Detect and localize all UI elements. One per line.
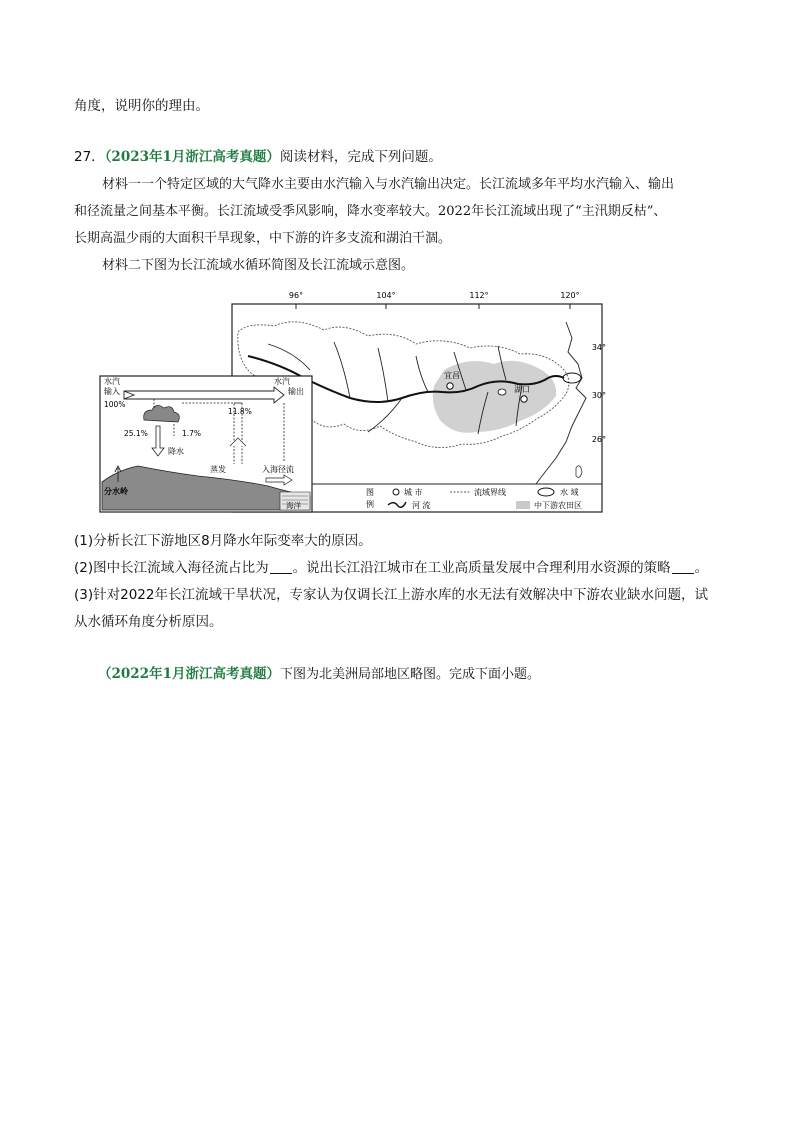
lon-label: 104° bbox=[376, 291, 396, 300]
next-question-prompt: 下图为北美洲局部地区略图。完成下面小题。 bbox=[279, 667, 540, 682]
answer-blank[interactable] bbox=[270, 561, 292, 574]
output-label: 水汽 bbox=[274, 377, 290, 386]
pct-1-7: 1.7% bbox=[182, 429, 202, 438]
continuation-text: 角度，说明你的理由。 bbox=[74, 98, 209, 114]
question-prompt: 阅读材料，完成下列问题。 bbox=[279, 149, 442, 165]
sub-question-2-text: 。说出长江沿江城市在工业高质量发展中合理利用水资源的策略 bbox=[292, 560, 671, 576]
sub-question-1: (1)分析长江下游地区8月降水年际变率大的原因。 bbox=[74, 533, 372, 549]
lon-label: 120° bbox=[560, 291, 580, 300]
next-question-source: （2022年1月浙江高考真题） bbox=[98, 666, 280, 682]
input-pct: 100% bbox=[104, 400, 126, 409]
question-27-header bbox=[74, 148, 442, 166]
material-2: 材料二下图为长江流域水循环简图及长江流域示意图。 bbox=[102, 258, 415, 273]
material-1-line-3: 长期高温少雨的大面积干旱现象，中下游的许多支流和湖泊干涸。 bbox=[74, 231, 452, 246]
lat-label: 26° bbox=[591, 435, 606, 444]
lat-label: 30° bbox=[591, 391, 606, 400]
sub-question-2-text: (2)图中长江流域入海径流占比为 bbox=[74, 560, 269, 576]
lon-label: 112° bbox=[469, 291, 489, 300]
legend-city-icon bbox=[393, 489, 399, 495]
legend-city: 城 市 bbox=[404, 488, 423, 497]
pct-11-8: 11.8% bbox=[228, 407, 252, 416]
ocean-label: 海洋 bbox=[286, 501, 301, 510]
runoff-label: 入海径流 bbox=[262, 465, 294, 474]
city-label: 宜昌 bbox=[444, 371, 460, 380]
precip-label: 降水 bbox=[168, 447, 184, 456]
material-1-line-2: 和径流量之间基本平衡。长江流域受季风影响，降水变率较大。2022年长江流域出现了“主汛期反枯”、 bbox=[74, 204, 667, 219]
city-marker bbox=[447, 383, 453, 389]
question-source: （2023年1月浙江高考真题） bbox=[104, 149, 280, 165]
pct-25-1: 25.1% bbox=[124, 429, 148, 438]
legend-title: 图 bbox=[366, 488, 374, 497]
sub-question-3-line-2: 从水循环角度分析原因。 bbox=[74, 614, 223, 630]
material-1-line-1: 材料一一个特定区域的大气降水主要由水汽输入与水汽输出决定。长江流域多年平均水汽输入、输出 bbox=[102, 177, 675, 192]
lat-label: 34° bbox=[591, 343, 606, 352]
legend-title: 例 bbox=[366, 500, 374, 509]
city-marker bbox=[521, 396, 527, 402]
divide-label: 分水岭 bbox=[104, 487, 128, 496]
input-label: 输入 bbox=[104, 387, 120, 396]
sub-question-3-line-1: (3)针对2022年长江流域干旱状况，专家认为仅调长江上游水库的水无法有效解决中下游农业缺水问题，试 bbox=[74, 587, 708, 603]
next-question-header bbox=[98, 665, 540, 684]
lon-label: 96° bbox=[288, 291, 304, 300]
city-label: 湖口 bbox=[514, 385, 530, 394]
lake bbox=[498, 389, 506, 395]
legend-farmland: 中下游农田区 bbox=[534, 501, 582, 510]
output-label: 输出 bbox=[288, 387, 304, 396]
sub-question-2 bbox=[74, 559, 708, 577]
legend-boundary: 流域界线 bbox=[474, 488, 506, 497]
legend-river: 河 流 bbox=[412, 501, 431, 510]
question-number: 27． bbox=[74, 149, 105, 165]
yangtze-basin-figure bbox=[98, 286, 608, 516]
sub-question-2-text: 。 bbox=[694, 560, 709, 576]
input-label: 水汽 bbox=[104, 377, 120, 386]
answer-blank[interactable] bbox=[672, 561, 694, 574]
evap-label: 蒸发 bbox=[210, 465, 226, 474]
legend-farmland-icon bbox=[516, 501, 530, 509]
legend-water: 水 域 bbox=[560, 488, 579, 497]
